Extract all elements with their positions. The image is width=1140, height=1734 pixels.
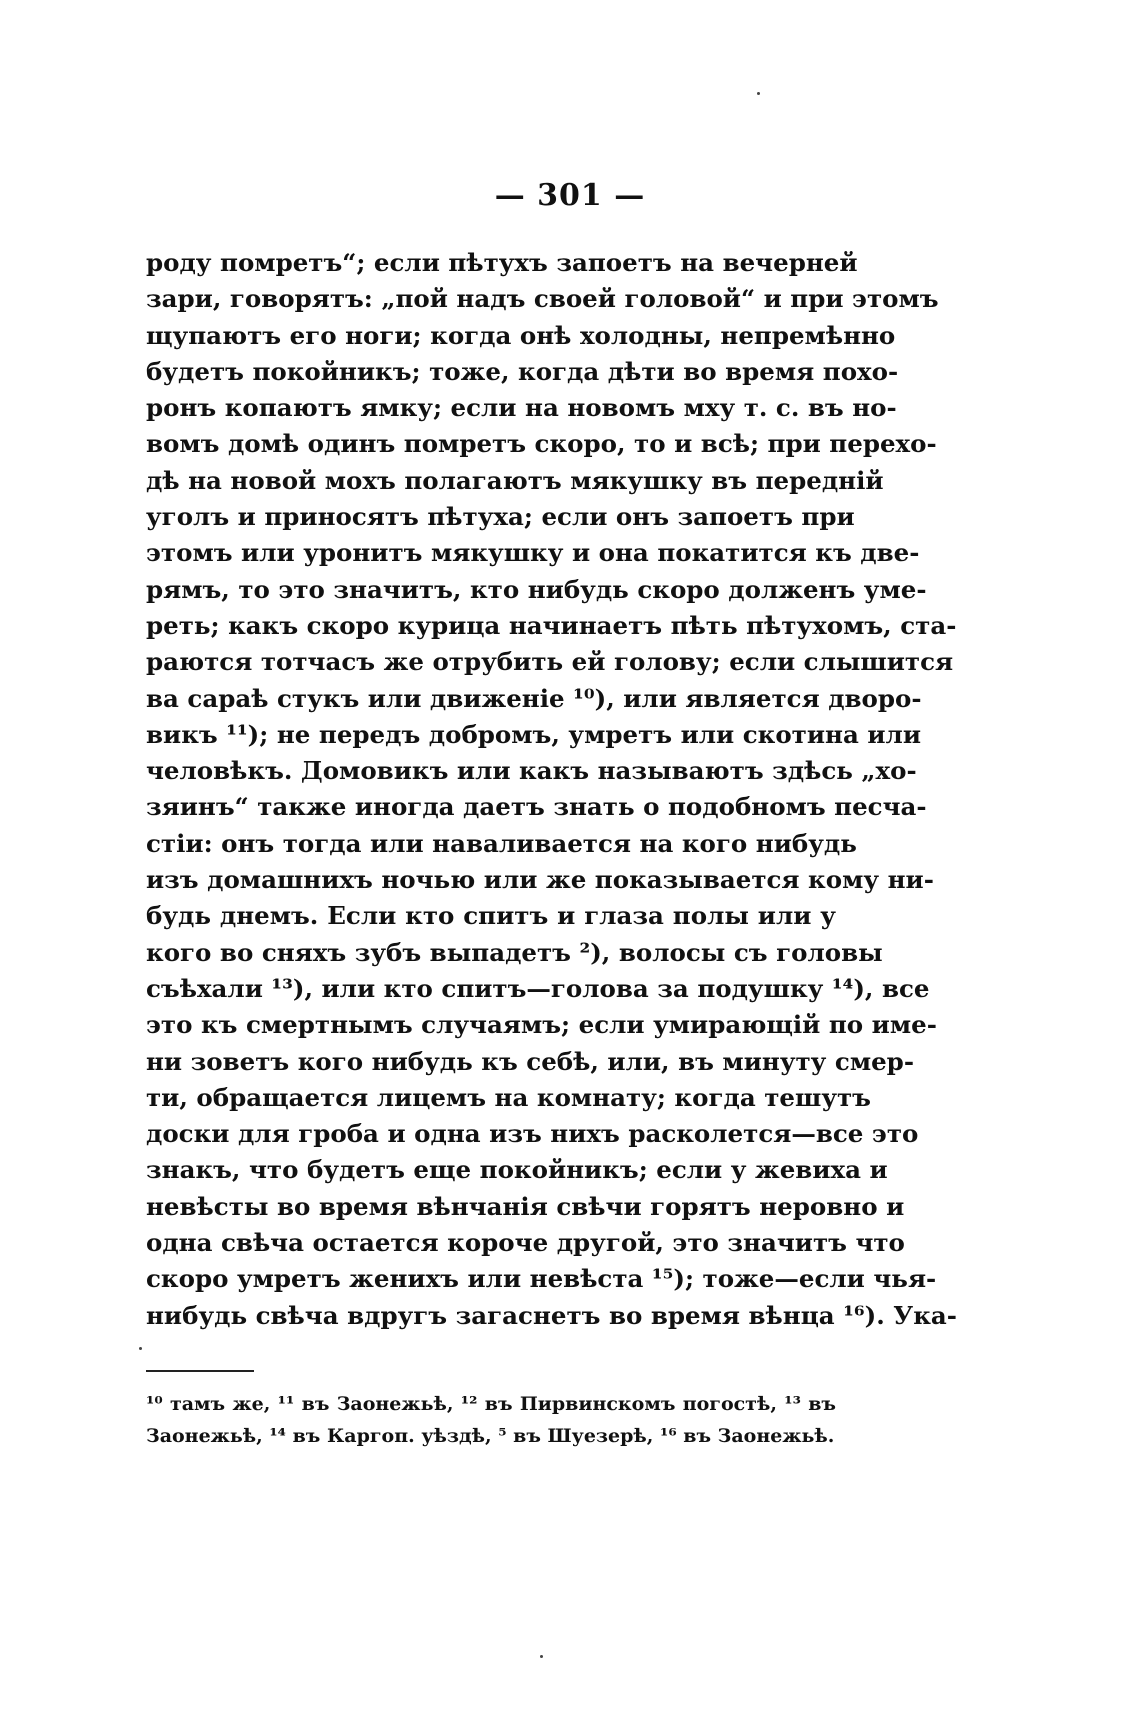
text-line: скоро умретъ женихъ или невѣста ¹⁵); тоже—если чья-: [146, 1264, 937, 1294]
text-line: невѣсты во время вѣнчанія свѣчи горятъ неровно и: [146, 1191, 905, 1221]
text-line: ти, обращается лицемъ на комнату; когда тешутъ: [146, 1082, 871, 1112]
text-line: зари, говорятъ: „пой надъ своей головой“ и при этомъ: [146, 284, 939, 314]
text-line: реть; какъ скоро курица начинаетъ пѣть пѣтухомъ, ста-: [146, 610, 957, 640]
text-line: доски для гроба и одна изъ нихъ расколется—все это: [146, 1119, 919, 1149]
text-line: дѣ на новой мохъ полагаютъ мякушку въ передній: [146, 465, 884, 495]
text-line: знакъ, что будетъ еще покойникъ; если у жевиха и: [146, 1155, 888, 1185]
text-line: съѣхали ¹³), или кто спитъ—голова за подушку ¹⁴), все: [146, 973, 930, 1003]
text-line: раются тотчасъ же отрубить ей голову; если слышится: [146, 647, 954, 677]
text-line: вомъ домѣ одинъ помретъ скоро, то и всѣ; при перехо-: [146, 429, 937, 459]
text-line: ронъ копаютъ ямку; если на новомъ мху т. с. въ но-: [146, 393, 897, 423]
print-speck: [139, 1347, 142, 1350]
text-line: викъ ¹¹); не передъ добромъ, умретъ или скотина или: [146, 719, 921, 749]
footnote-line: ¹⁰ тамъ же, ¹¹ въ Заонежьѣ, ¹² въ Пирвинскомъ погостѣ, ¹³ въ: [146, 1393, 836, 1415]
page-number: — 301 —: [494, 178, 646, 213]
text-line: уголъ и приносятъ пѣтуха; если онъ запоетъ при: [146, 502, 855, 532]
text-line: кого во сняхъ зубъ выпадетъ ²), волосы съ головы: [146, 937, 883, 967]
text-line: роду помретъ“; если пѣтухъ запоетъ на вечерней: [146, 248, 858, 277]
footnote-divider: [146, 1370, 254, 1372]
text-line: стіи: онъ тогда или наваливается на кого нибудь: [146, 828, 857, 858]
text-line: будетъ покойникъ; тоже, когда дѣти во время похо-: [146, 356, 899, 386]
print-speck: [757, 92, 760, 95]
text-line: щупаютъ его ноги; когда онѣ холодны, непремѣнно: [146, 320, 896, 350]
text-line: нибудь свѣча вдругъ загаснетъ во время вѣнца ¹⁶). Ука-: [146, 1300, 957, 1330]
text-line: зяинъ“ также иногда даетъ знать о подобномъ песча-: [146, 792, 927, 822]
text-line: рямъ, то это значитъ, кто нибудь скоро долженъ уме-: [146, 574, 927, 604]
text-line: этомъ или уронитъ мякушку и она покатится къ две-: [146, 538, 920, 568]
text-line: одна свѣча остается короче другой, это значитъ что: [146, 1228, 905, 1258]
footnote-line: Заонежьѣ, ¹⁴ въ Каргоп. уѣздѣ, ⁵ въ Шуезерѣ, ¹⁶ въ Заонежьѣ.: [146, 1425, 835, 1447]
text-line: ни зоветъ кого нибудь къ себѣ, или, въ минуту смер-: [146, 1046, 914, 1076]
main-text-block: [146, 245, 957, 1334]
text-line: изъ домашнихъ ночью или же показывается кому ни-: [146, 865, 934, 895]
text-line: человѣкъ. Домовикъ или какъ называютъ здѣсь „хо-: [146, 756, 917, 786]
text-line: это къ смертнымъ случаямъ; если умирающій по име-: [146, 1010, 937, 1040]
print-speck: [540, 1655, 543, 1658]
text-line: ва сараѣ стукъ или движеніе ¹⁰), или является дворо-: [146, 683, 922, 713]
footnotes-block: [146, 1388, 836, 1452]
text-line: будь днемъ. Если кто спитъ и глаза полы или у: [146, 901, 836, 931]
